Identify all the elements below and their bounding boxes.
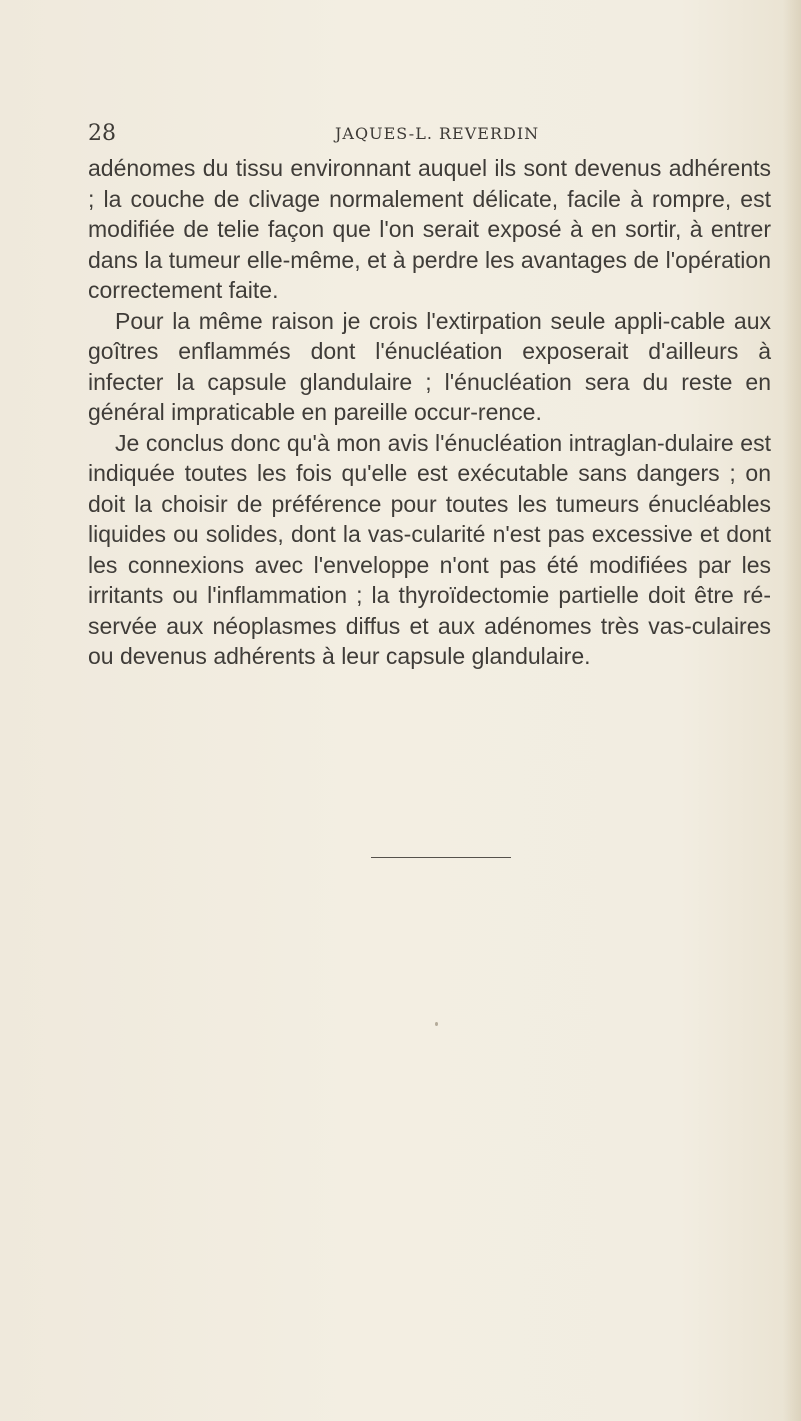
paragraph-continuation: adénomes du tissu environnant auquel ils sont devenus adhérents ; la couche de clivage normalement délicate, facile à rompre, est modifiée de telie façon que l'on serait exposé à en sortir, à entrer dans la tumeur elle-même, et à perdre les avantages de l'opération correctement faite. (88, 155, 771, 303)
paragraph-conclusion: Je conclus donc qu'à mon avis l'énucléation intraglan-dulaire est indiquée toutes les fois qu'elle est exécutable sans dangers ; on doit la choisir de préférence pour toutes les tumeurs énucléables liquides ou solides, dont la vas-cularité n'est pas excessive et dont les connexions avec l'enveloppe n'ont pas été modifiées par les irritants ou l'inflammation ; la thyroïdectomie partielle doit être ré-servée aux néoplasmes diffus et aux adénomes très vas-culaires ou devenus adhérents à leur capsule glandulaire. (88, 429, 771, 669)
running-head: JAQUES-L. REVERDIN (335, 124, 540, 143)
paper-speck (435, 1022, 438, 1026)
page-number: 28 (88, 121, 116, 146)
end-rule (371, 857, 511, 858)
body-text (88, 153, 771, 672)
page-edge-shadow (783, 0, 801, 1421)
paragraph-extirpation: Pour la même raison je crois l'extirpation seule appli-cable aux goîtres enflammés dont l'énucléation exposerait d'ailleurs à infecter la capsule glandulaire ; l'énucléation sera du reste en général impraticable en pareille occur-rence. (88, 307, 771, 425)
